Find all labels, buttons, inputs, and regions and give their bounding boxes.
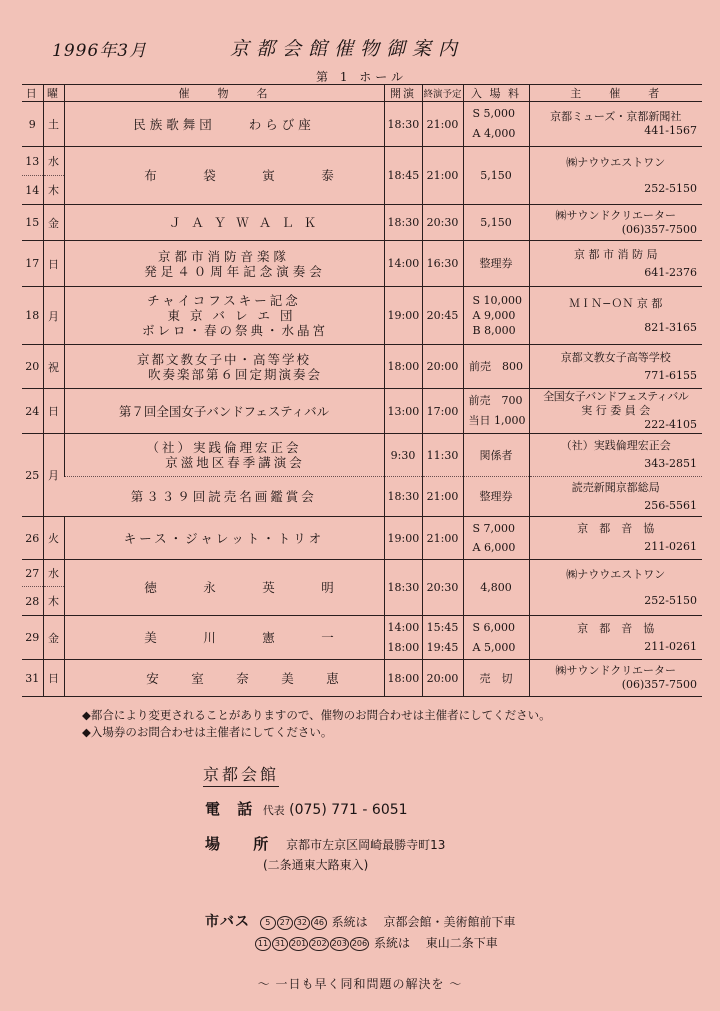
open-cell: 18:30 bbox=[384, 102, 422, 147]
col-organizer: 主 催 者 bbox=[529, 85, 702, 102]
event-line: 安 室 奈 美 恵 bbox=[146, 670, 349, 686]
organizer-name: 京都文教女子高等学校 bbox=[560, 350, 671, 364]
organizer-cell bbox=[529, 560, 702, 616]
open-cell: 18:00 bbox=[384, 345, 422, 389]
organizer-cell bbox=[529, 616, 702, 660]
open-cell: 9:30 bbox=[384, 434, 422, 477]
day-cell: 28 bbox=[22, 587, 43, 616]
event-cell bbox=[64, 102, 384, 147]
route-number: 201 bbox=[289, 937, 308, 951]
bus-routes-2 bbox=[255, 936, 374, 950]
organizer-name: ㈱ナウウエストワン bbox=[566, 567, 666, 581]
event-cell bbox=[64, 560, 384, 616]
price-line: 5,150 bbox=[480, 216, 512, 229]
end-cell: 20:45 bbox=[422, 287, 463, 345]
event-cell bbox=[64, 147, 384, 205]
open-cell: 19:00 bbox=[384, 287, 422, 345]
price-line: B 8,000 bbox=[472, 324, 516, 337]
organizer-tel: 211-0261 bbox=[644, 540, 697, 553]
address: 京都市左京区岡崎最勝寺町13 bbox=[286, 838, 446, 852]
address-note: (二条通東大路東入) bbox=[263, 858, 369, 872]
bus-routes-1 bbox=[254, 915, 332, 929]
price-cell bbox=[463, 241, 529, 287]
open-cell: 18:00 bbox=[384, 660, 422, 697]
notes bbox=[82, 707, 551, 741]
bus-destination-2: 東山二条下車 bbox=[425, 936, 498, 950]
weekday-cell: 日 bbox=[43, 241, 64, 287]
price-cell bbox=[463, 102, 529, 147]
event-cell bbox=[64, 389, 384, 434]
price-cell bbox=[463, 517, 529, 560]
col-price: 入 場 料 bbox=[463, 85, 529, 102]
schedule-table bbox=[22, 84, 702, 697]
price-cell bbox=[463, 434, 529, 477]
open-cell: 13:00 bbox=[384, 389, 422, 434]
hall-label: 第 1 ホール bbox=[316, 70, 408, 84]
event-cell bbox=[64, 434, 384, 477]
open-cell bbox=[384, 616, 422, 660]
table-row bbox=[22, 560, 702, 587]
table-row bbox=[22, 434, 702, 477]
weekday-cell: 日 bbox=[43, 660, 64, 697]
price-line: S 10,000 bbox=[472, 294, 523, 307]
organizer-name: 京 都 市 消 防 局 bbox=[574, 247, 658, 261]
day-cell: 15 bbox=[22, 205, 43, 241]
slogan: 〜 一日も早く同和問題の解決を 〜 bbox=[257, 977, 463, 991]
weekday-cell: 水 bbox=[43, 560, 64, 587]
open-time-2: 18:00 bbox=[387, 640, 420, 654]
organizer-name: （社）実践倫理宏正会 bbox=[560, 439, 671, 452]
weekday-cell: 月 bbox=[43, 287, 64, 345]
end-cell: 20:30 bbox=[422, 205, 463, 241]
table-row bbox=[22, 660, 702, 697]
organizer-tel: 252-5150 bbox=[644, 593, 697, 607]
organizer-tel: (06)357-7500 bbox=[621, 678, 697, 691]
route-number: 32 bbox=[294, 916, 310, 930]
bus-info bbox=[205, 912, 516, 954]
price-line: 当日 1,000 bbox=[468, 414, 526, 427]
route-number: 27 bbox=[277, 916, 293, 930]
price-cell bbox=[463, 560, 529, 616]
end-cell: 21:00 bbox=[422, 517, 463, 560]
event-line: 東京バレエ団 bbox=[167, 308, 303, 323]
day-cell: 31 bbox=[22, 660, 43, 697]
event-line: 美 川 憲 一 bbox=[144, 630, 351, 645]
weekday-cell: 水 bbox=[43, 147, 64, 176]
organizer-tel: 441-1567 bbox=[644, 124, 697, 137]
bus-connector-1: 系統は bbox=[331, 915, 368, 929]
route-number: 31 bbox=[272, 937, 288, 951]
organizer-cell bbox=[529, 287, 702, 345]
event-cell bbox=[64, 205, 384, 241]
organizer-name: 京 都 音 協 bbox=[577, 621, 655, 635]
event-line: （社）実践倫理宏正会 bbox=[146, 440, 302, 455]
phone-label: 電 話 bbox=[205, 800, 259, 818]
end-cell: 21:00 bbox=[422, 102, 463, 147]
event-line: 布 袋 寅 泰 bbox=[144, 168, 351, 183]
organizer-tel: 343-2851 bbox=[644, 457, 697, 470]
price-cell bbox=[463, 389, 529, 434]
route-number: 202 bbox=[309, 937, 328, 951]
organizer-name: ㈱ナウウエストワン bbox=[566, 155, 666, 169]
end-cell: 20:00 bbox=[422, 345, 463, 389]
open-cell: 14:00 bbox=[384, 241, 422, 287]
price-line: 5,150 bbox=[480, 169, 512, 182]
price-cell bbox=[463, 660, 529, 697]
end-cell: 17:00 bbox=[422, 389, 463, 434]
table-row bbox=[22, 389, 702, 434]
route-number: 206 bbox=[350, 937, 369, 951]
col-open: 開演 bbox=[384, 85, 422, 102]
day-cell: 13 bbox=[22, 147, 43, 176]
day-cell: 29 bbox=[22, 616, 43, 660]
price-line: 4,800 bbox=[480, 581, 512, 594]
organizer-cell bbox=[529, 389, 702, 434]
table-row bbox=[22, 477, 702, 517]
end-cell: 20:00 bbox=[422, 660, 463, 697]
organizer-tel: 641-2376 bbox=[644, 265, 697, 279]
phone-prefix: 代表 bbox=[262, 804, 285, 817]
organizer-tel: 222-4105 bbox=[644, 418, 697, 431]
event-cell bbox=[64, 345, 384, 389]
weekday-cell: 祝 bbox=[43, 345, 64, 389]
col-event: 催 物 名 bbox=[64, 85, 384, 102]
organizer-tel: 252-5150 bbox=[644, 181, 697, 195]
organizer-name: 京都ミューズ・京都新聞社 bbox=[550, 110, 682, 123]
weekday-cell: 木 bbox=[43, 587, 64, 616]
col-day: 日 bbox=[22, 85, 43, 102]
event-line: キース・ジャレット・トリオ bbox=[123, 530, 325, 546]
event-line: チャイコフスキー記念 bbox=[147, 293, 301, 308]
col-weekday: 曜 bbox=[43, 85, 64, 102]
organizer-cell bbox=[529, 517, 702, 560]
price-line: A 6,000 bbox=[472, 541, 516, 554]
day-cell: 25 bbox=[22, 434, 43, 517]
organizer-name: ㈱サウンドクリエーター bbox=[555, 208, 677, 222]
event-line: 発足４０周年記念演奏会 bbox=[144, 263, 326, 279]
route-number: 5 bbox=[260, 916, 276, 930]
end-cell: 20:30 bbox=[422, 560, 463, 616]
organizer-cell bbox=[529, 345, 702, 389]
open-cell: 18:45 bbox=[384, 147, 422, 205]
end-time-2: 19:45 bbox=[426, 640, 459, 654]
open-cell: 18:30 bbox=[384, 477, 422, 517]
open-cell: 18:30 bbox=[384, 560, 422, 616]
price-line: 関係者 bbox=[479, 448, 513, 462]
day-cell: 27 bbox=[22, 560, 43, 587]
weekday-cell: 火 bbox=[43, 517, 64, 560]
event-cell bbox=[64, 477, 384, 517]
open-time: 14:00 bbox=[387, 620, 420, 634]
organizer-name: 読売新聞京都総局 bbox=[571, 480, 660, 494]
table-row bbox=[22, 517, 702, 560]
route-number: 203 bbox=[330, 937, 349, 951]
event-line: 京都市消防音楽隊 bbox=[157, 248, 290, 264]
event-cell bbox=[64, 287, 384, 345]
weekday-cell: 土 bbox=[43, 102, 64, 147]
route-number: 46 bbox=[311, 916, 327, 930]
table-row bbox=[22, 287, 702, 345]
event-line: 吹奏楽部第６回定期演奏会 bbox=[147, 366, 322, 382]
table-row bbox=[22, 345, 702, 389]
phone-number: (075) 771 - 6051 bbox=[289, 802, 408, 818]
event-cell bbox=[64, 241, 384, 287]
venue-name: 京都会館 bbox=[203, 762, 279, 787]
day-cell: 24 bbox=[22, 389, 43, 434]
price-line: S 6,000 bbox=[472, 620, 516, 634]
open-cell: 18:30 bbox=[384, 205, 422, 241]
table-header-row bbox=[22, 85, 702, 102]
end-cell bbox=[422, 616, 463, 660]
event-cell bbox=[64, 517, 384, 560]
price-line: A 9,000 bbox=[472, 309, 516, 322]
organizer-tel: (06)357-7500 bbox=[621, 222, 697, 236]
organizer-name: 全国女子バンドフェスティバル bbox=[543, 390, 689, 403]
price-cell bbox=[463, 616, 529, 660]
bus-destination-1: 京都会館・美術館前下車 bbox=[383, 915, 516, 929]
event-cell bbox=[64, 660, 384, 697]
price-line: 前売 700 bbox=[468, 394, 523, 407]
organizer-name: 京 都 音 協 bbox=[577, 522, 655, 535]
weekday-cell: 金 bbox=[43, 616, 64, 660]
event-line: ボレロ・春の祭典・水晶宮 bbox=[141, 323, 328, 338]
end-cell: 21:00 bbox=[422, 477, 463, 517]
price-line: A 5,000 bbox=[472, 640, 516, 654]
header-date: 1996年3月 bbox=[52, 41, 148, 61]
table-row bbox=[22, 102, 702, 147]
end-cell: 16:30 bbox=[422, 241, 463, 287]
day-cell: 17 bbox=[22, 241, 43, 287]
route-number: 11 bbox=[255, 937, 271, 951]
venue-location bbox=[205, 834, 445, 875]
organizer-cell bbox=[529, 102, 702, 147]
bus-label: 市バス bbox=[205, 914, 250, 930]
organizer-cell bbox=[529, 241, 702, 287]
price-line: A 4,000 bbox=[472, 127, 516, 140]
event-line: 京滋地区春季講演会 bbox=[165, 455, 305, 470]
venue-phone bbox=[205, 798, 408, 819]
organizer-cell bbox=[529, 205, 702, 241]
price-line: S 7,000 bbox=[472, 522, 516, 535]
day-cell: 20 bbox=[22, 345, 43, 389]
price-line: 売 切 bbox=[479, 671, 513, 685]
note-change: ◆都合により変更されることがありますので、催物のお問合わせは主催者にしてください。 bbox=[82, 708, 551, 722]
day-cell: 9 bbox=[22, 102, 43, 147]
organizer-name: ＭＩＮ−ＯＮ 京 都 bbox=[569, 296, 663, 310]
open-cell: 19:00 bbox=[384, 517, 422, 560]
organizer-cell bbox=[529, 660, 702, 697]
organizer-cell bbox=[529, 434, 702, 477]
organizer-cell bbox=[529, 147, 702, 205]
organizer-name: ㈱サウンドクリエーター bbox=[555, 664, 677, 677]
weekday-cell: 日 bbox=[43, 389, 64, 434]
price-cell bbox=[463, 287, 529, 345]
organizer-tel: 821-3165 bbox=[644, 320, 697, 334]
table-row bbox=[22, 241, 702, 287]
table-row bbox=[22, 616, 702, 660]
bus-connector-2: 系統は bbox=[373, 936, 410, 950]
price-line: S 5,000 bbox=[472, 107, 516, 120]
weekday-cell: 木 bbox=[43, 176, 64, 205]
price-cell bbox=[463, 477, 529, 517]
price-line: 整理券 bbox=[479, 257, 513, 270]
end-time: 15:45 bbox=[426, 620, 459, 634]
weekday-cell: 金 bbox=[43, 205, 64, 241]
day-cell: 26 bbox=[22, 517, 43, 560]
col-end: 終演予定 bbox=[422, 85, 463, 102]
price-cell bbox=[463, 345, 529, 389]
event-line: ＪＡＹＷＡＬＫ bbox=[168, 215, 327, 230]
event-cell bbox=[64, 616, 384, 660]
price-cell bbox=[463, 147, 529, 205]
end-cell: 21:00 bbox=[422, 147, 463, 205]
event-line: 徳 永 英 明 bbox=[144, 580, 351, 595]
event-line: 京都文教女子中・高等学校 bbox=[136, 351, 311, 367]
event-line: 民族歌舞団 わらび座 bbox=[133, 116, 315, 132]
organizer-tel: 211-0261 bbox=[644, 639, 697, 653]
organizer-tel: 256-5561 bbox=[644, 498, 697, 512]
weekday-cell: 月 bbox=[43, 434, 64, 517]
day-cell: 18 bbox=[22, 287, 43, 345]
organizer-cell bbox=[529, 477, 702, 517]
header-title: 京都会館催物御案内 bbox=[230, 38, 465, 60]
price-line: 前売 800 bbox=[469, 360, 523, 373]
event-line: 第７回全国女子バンドフェスティバル bbox=[118, 403, 330, 419]
organizer-tel: 771-6155 bbox=[644, 368, 697, 382]
place-label: 場 所 bbox=[205, 835, 283, 853]
day-cell: 14 bbox=[22, 176, 43, 205]
organizer-name-2: 実 行 委 員 会 bbox=[581, 404, 651, 417]
end-cell: 11:30 bbox=[422, 434, 463, 477]
price-line: 整理券 bbox=[479, 490, 513, 503]
note-tickets: ◆入場券のお問合わせは主催者にしてください。 bbox=[82, 725, 333, 739]
table-row bbox=[22, 205, 702, 241]
price-cell bbox=[463, 205, 529, 241]
table-row bbox=[22, 147, 702, 176]
event-line: 第３３９回読売名画鑑賞会 bbox=[130, 489, 317, 504]
